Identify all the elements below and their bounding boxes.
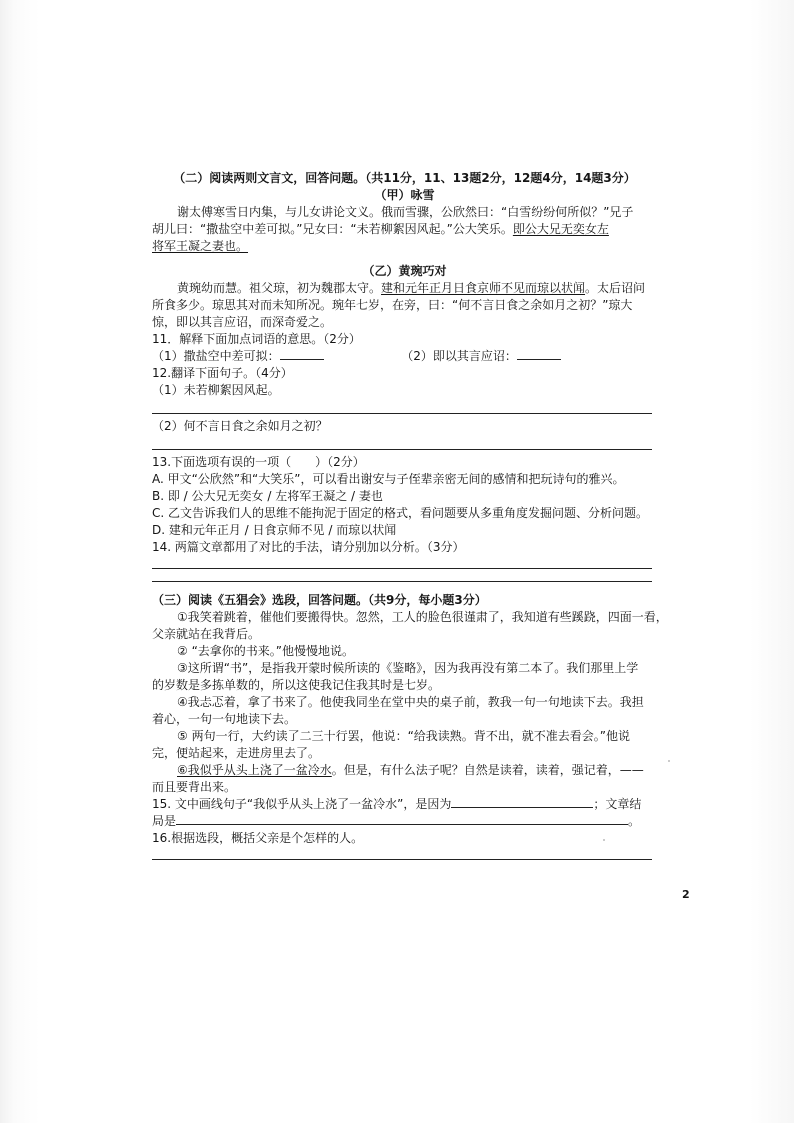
question-13-option-c: C. 乙文告诉我们人的思维不能拘泥于固定的格式，看问题要从多重角度发掘问题、分析问题。: [152, 506, 649, 520]
passage-yi-line: 所食多少。琼思其对而未知所况。琬年七岁，在旁，曰：“何不言日食之余如月之初？”琼大: [152, 298, 633, 312]
answer-blank[interactable]: [280, 348, 324, 360]
section3-heading: （三）阅读《五猖会》选段，回答问题。（共9分，每小题3分）: [152, 593, 487, 607]
passage-jia-line: [152, 221, 657, 238]
excerpt-line: 父亲就站在我背后。: [152, 627, 261, 641]
passage-yi-line: [152, 280, 657, 297]
section2-heading: （二）阅读两则文言文，回答问题。（共11分，11、13题2分，12题4分，14题3分）: [173, 171, 636, 185]
underlined-sentence: ⑥我似乎从头上浇了一盆冷水: [177, 763, 332, 777]
excerpt-line: 完，便站起来，走进房里去了。: [152, 746, 321, 760]
answer-line[interactable]: [152, 847, 652, 860]
answer-line[interactable]: [152, 435, 652, 450]
passage-yi-text: 黄琬幼而慧。祖父琼，初为魏郡太守。: [177, 281, 382, 295]
excerpt-text: 。但是，有什么法子呢？自然是读着，读着，强记着，——: [331, 763, 644, 777]
underlined-sentence: 建和元年正月日食京师不见而琼以状闻: [381, 281, 586, 295]
question-13-option-d: D. 建和元年正月 / 日食京师不见 / 而琼以状闻: [152, 523, 397, 537]
underlined-sentence: 将军王凝之妻也。: [152, 239, 249, 253]
question-11-items: [152, 348, 657, 365]
question-15: [152, 813, 657, 830]
passage-yi-text: 。太后诏问: [585, 281, 646, 295]
question-11: 11．解释下面加点词语的意思。（2分）: [152, 332, 361, 346]
answer-blank[interactable]: [176, 813, 628, 825]
question-13-option-b: B. 即 / 公大兄无奕女 / 左将军王凝之 / 妻也: [152, 489, 383, 503]
passage-jia-title: （甲）咏雪: [374, 188, 435, 202]
excerpt-line: 而且要背出来。: [152, 780, 237, 794]
excerpt-line: ⑤ 两句一行，大约读了二三十行罢，他说：“给我读熟。背不出，就不准去看会。”他说: [177, 729, 631, 743]
page-number: 2: [682, 888, 690, 901]
question-11-2: （2）即以其言应诏：: [401, 349, 517, 363]
answer-line[interactable]: [152, 399, 652, 414]
question-16: 16.根据选段，概括父亲是个怎样的人。: [152, 831, 364, 845]
excerpt-line: [152, 762, 657, 779]
question-12-2: （2）何不言日食之余如月之初？: [152, 419, 328, 433]
answer-line[interactable]: [152, 556, 652, 569]
question-11-1: （1）撒盐空中差可拟：: [152, 349, 280, 363]
underlined-sentence: 即公大兄无奕女左: [512, 222, 609, 236]
answer-line[interactable]: [152, 569, 652, 582]
passage-yi-title: （乙）黄琬巧对: [362, 264, 447, 278]
question-14: 14. 两篇文章都用了对比的手法，请分别加以分析。（3分）: [152, 540, 465, 554]
excerpt-line: ③这所谓“书”，是指我开蒙时候所读的《鉴略》，因为我再没有第二本了。我们那里上学: [177, 661, 639, 675]
excerpt-line: ①我笑着跳着，催他们要搬得快。忽然，工人的脸色很谨肃了，我知道有些蹊跷，四面一看，: [177, 610, 668, 624]
passage-jia-text: 胡儿曰：“撒盐空中差可拟。”兄女曰：“未若柳絮因风起。”公大笑乐。: [152, 222, 513, 236]
answer-blank[interactable]: [517, 348, 561, 360]
passage-jia-line: 谢太傅寒雪日内集，与儿女讲论文义。俄而雪骤，公欣然曰：“白雪纷纷何所似？”兄子: [177, 205, 634, 219]
excerpt-line: ④我忐忑着，拿了书来了。他使我同坐在堂中央的桌子前，教我一句一句地读下去。我担: [177, 695, 644, 709]
answer-blank[interactable]: [451, 796, 593, 808]
exam-page: [152, 160, 668, 860]
question-13: 13.下面选项有误的一项（ ）（2分）: [152, 455, 365, 469]
question-15-text: 15. 文中画线句子“我似乎从头上浇了一盆冷水”，是因为: [152, 797, 452, 811]
question-13-option-a: A. 甲文“公欣然”和“大笑乐”，可以看出谢安与子侄辈亲密无间的感情和把玩诗句的雅兴。: [152, 472, 625, 486]
excerpt-line: ② “去拿你的书来。”他慢慢地说。: [177, 644, 355, 658]
question-15-text: ；文章结: [593, 797, 642, 811]
question-12: 12.翻译下面句子。（4分）: [152, 366, 293, 380]
excerpt-line: 的岁数是多拣单数的，所以这使我记住我其时是七岁。: [152, 678, 441, 692]
scan-speck: [668, 760, 670, 762]
question-12-1: （1）未若柳絮因风起。: [152, 383, 280, 397]
passage-yi-line: 惊，即以其言应诏，而深奇爱之。: [152, 315, 333, 329]
question-15: [152, 796, 657, 813]
passage-jia-line: [152, 238, 657, 255]
excerpt-line: 着心，一句一句地读下去。: [152, 712, 297, 726]
question-15-text: 。: [628, 814, 641, 828]
question-15-text: 局是: [152, 814, 177, 828]
